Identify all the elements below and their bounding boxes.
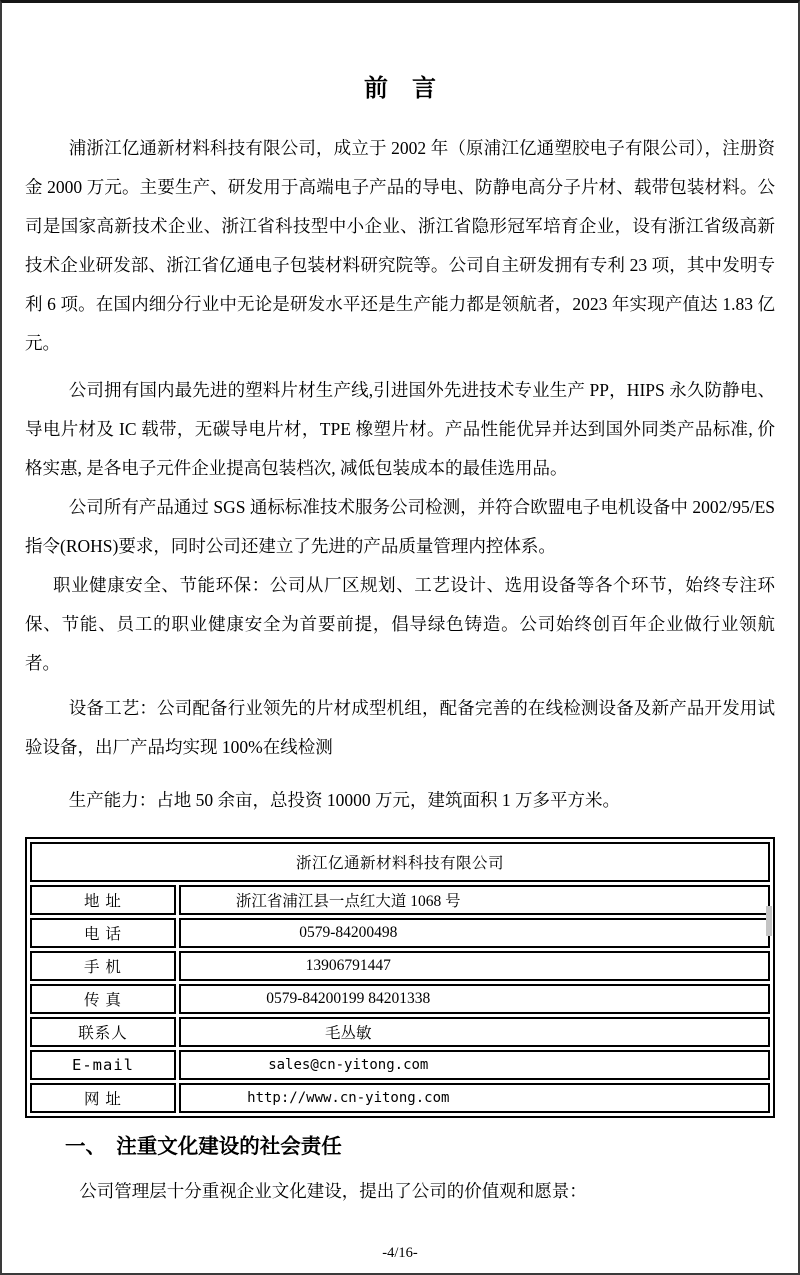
row-value-fax <box>179 984 770 1014</box>
page-number: -4/16- <box>382 1245 418 1261</box>
phone-value: 0579-84200498 <box>299 924 398 941</box>
row-value-mobile <box>179 951 770 981</box>
row-label-address: 地 址 <box>30 885 176 915</box>
table-row-contact-person <box>30 1017 770 1047</box>
company-name-cell: 浙江亿通新材料科技有限公司 <box>30 842 770 882</box>
paragraph-equipment: 设备工艺：公司配备行业领先的片材成型机组，配备完善的在线检测设备及新产品开发用试验设备，出厂产品均实现 100%在线检测 <box>25 698 775 757</box>
row-value-phone <box>179 918 770 948</box>
contact-info-table <box>25 837 775 1118</box>
email-value: sales@cn-yitong.com <box>268 1057 429 1073</box>
row-label-phone: 电 话 <box>30 918 176 948</box>
row-label-mobile: 手 机 <box>30 951 176 981</box>
paragraph-capacity: 生产能力：占地 50 余亩，总投资 10000 万元，建筑面积 1 万多平方米。 <box>68 790 620 810</box>
table-row-phone <box>30 918 770 948</box>
row-label-email: E-mail <box>30 1050 176 1080</box>
row-value-address <box>179 885 770 915</box>
table-row-email <box>30 1050 770 1080</box>
paragraph-production-line: 公司拥有国内最先进的塑料片材生产线,引进国外先进技术专业生产 PP，HIPS 永久防静电、导电片材及 IC 载带，无碳导电片材，TPE 橡塑片材。产品性能优异并达到国外同类产品标准, 价格实惠, 是各电子元件企业提高包装档次, 减低包装成本的最佳选用品。 <box>25 380 775 478</box>
row-label-fax: 传 真 <box>30 984 176 1014</box>
paragraph-company-intro: 浦浙江亿通新材料科技有限公司，成立于 2002 年（原浦江亿通塑胶电子有限公司），注册资金 2000 万元。主要生产、研发用于高端电子产品的导电、防静电高分子片材、载带包装材料。公司是国家高新技术企业、浙江省科技型中小企业、浙江省隐形冠军培育企业，设有浙江省级高新技术企业研发部、浙江省亿通电子包装材料研究院等。公司自主研发拥有专利 23 项，其中发明专利 6 项。在国内细分行业中无论是研发水平还是生产能力都是领航者，2023 年实现产值达 1.83 亿元。 <box>25 138 775 353</box>
page-title: 前 言 <box>364 76 436 102</box>
fax-value: 0579-84200199 84201338 <box>266 990 431 1007</box>
website-value: http://www.cn-yitong.com <box>247 1090 450 1106</box>
mobile-value: 13906791447 <box>305 957 391 974</box>
table-row-company <box>30 842 770 882</box>
table-row-address <box>30 885 770 915</box>
scan-shadow-artifact <box>766 906 772 936</box>
paragraph-certification: 公司所有产品通过 SGS 通标标准技术服务公司检测，并符合欧盟电子电机设备中 2002/95/ES 指令(ROHS)要求，同时公司还建立了先进的产品质量管理内控体系。 <box>25 497 775 556</box>
paragraph-culture-intro: 公司管理层十分重视企业文化建设，提出了公司的价值观和愿景： <box>79 1181 587 1201</box>
table-row-mobile <box>30 951 770 981</box>
section-heading-culture: 一、 注重文化建设的社会责任 <box>65 1135 342 1158</box>
paragraph-health-safety: 职业健康安全、节能环保：公司从厂区规划、工艺设计、选用设备等各个环节，始终专注环保、节能、员工的职业健康安全为首要前提，倡导绿色铸造。公司始终创百年企业做行业领航者。 <box>25 575 775 673</box>
contact-person-value: 毛丛敏 <box>325 1025 372 1042</box>
table-row-fax <box>30 984 770 1014</box>
table-row-website <box>30 1083 770 1113</box>
row-value-website <box>179 1083 770 1113</box>
address-value: 浙江省浦江县一点红大道 1068 号 <box>235 893 461 910</box>
row-value-contact-person <box>179 1017 770 1047</box>
row-label-website: 网 址 <box>30 1083 176 1113</box>
row-value-email <box>179 1050 770 1080</box>
row-label-contact-person: 联系人 <box>30 1017 176 1047</box>
